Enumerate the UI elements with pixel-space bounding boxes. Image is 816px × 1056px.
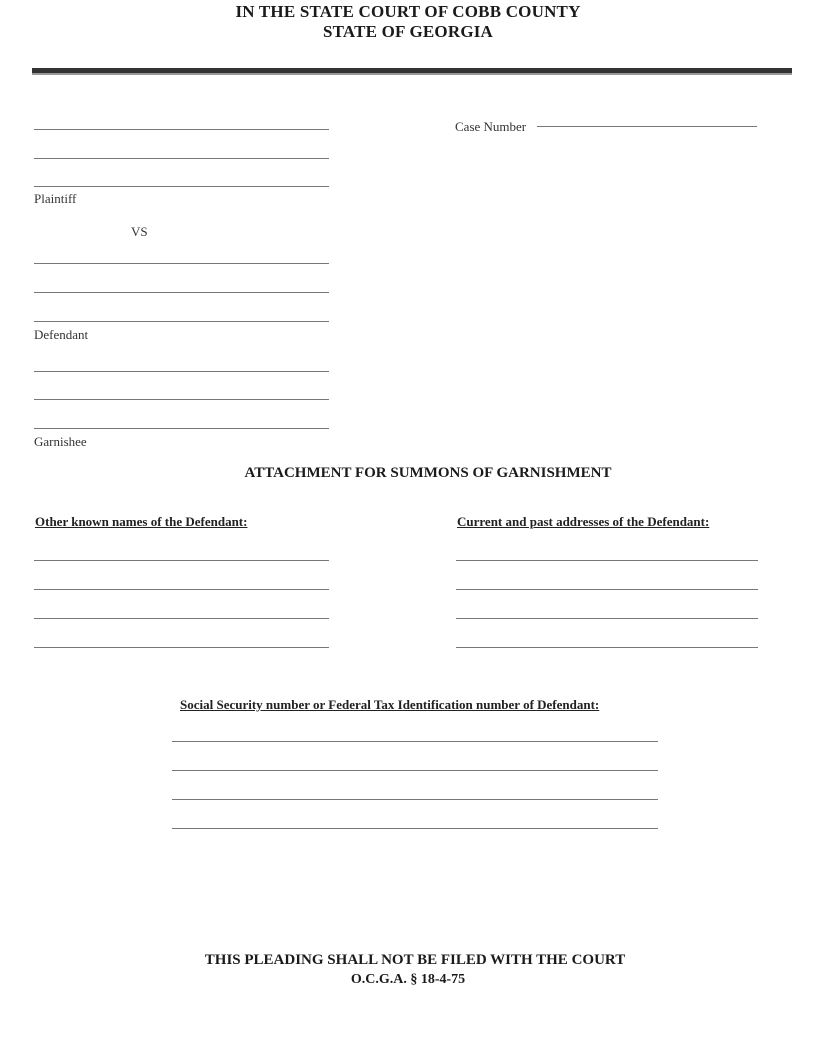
defendant-line-2[interactable] <box>34 292 329 293</box>
other-name-line-3[interactable] <box>34 618 329 619</box>
footer-statute: O.C.G.A. § 18-4-75 <box>350 972 466 987</box>
defendant-line-3[interactable] <box>34 321 329 322</box>
form-title: ATTACHMENT FOR SUMMONS OF GARNISHMENT <box>244 465 612 481</box>
vs-label: VS <box>131 224 148 239</box>
ssn-heading: Social Security number or Federal Tax Identification number of Defendant: <box>180 697 600 712</box>
ssn-line-2[interactable] <box>172 770 658 771</box>
plaintiff-line-1[interactable] <box>34 129 329 130</box>
address-line-1[interactable] <box>456 560 758 561</box>
garnishee-line-3[interactable] <box>34 428 329 429</box>
case-number-label: Case Number <box>455 119 527 134</box>
header-divider <box>32 68 792 75</box>
other-names-heading: Other known names of the Defendant: <box>35 514 248 529</box>
garnishee-line-2[interactable] <box>34 399 329 400</box>
plaintiff-line-2[interactable] <box>34 158 329 159</box>
garnishee-label: Garnishee <box>34 434 87 449</box>
other-name-line-2[interactable] <box>34 589 329 590</box>
ssn-line-4[interactable] <box>172 828 658 829</box>
ssn-line-3[interactable] <box>172 799 658 800</box>
other-name-line-1[interactable] <box>34 560 329 561</box>
other-name-line-4[interactable] <box>34 647 329 648</box>
defendant-line-1[interactable] <box>34 263 329 264</box>
court-name: IN THE STATE COURT OF COBB COUNTY <box>235 2 581 21</box>
plaintiff-line-3[interactable] <box>34 186 329 187</box>
plaintiff-label: Plaintiff <box>34 191 77 206</box>
address-line-3[interactable] <box>456 618 758 619</box>
court-state: STATE OF GEORGIA <box>322 22 494 41</box>
footer-notice: THIS PLEADING SHALL NOT BE FILED WITH THE COURT <box>204 952 626 968</box>
garnishee-line-1[interactable] <box>34 371 329 372</box>
address-line-4[interactable] <box>456 647 758 648</box>
case-number-field[interactable] <box>537 126 757 127</box>
defendant-label: Defendant <box>34 327 89 342</box>
ssn-line-1[interactable] <box>172 741 658 742</box>
address-line-2[interactable] <box>456 589 758 590</box>
addresses-heading: Current and past addresses of the Defendant: <box>457 514 710 529</box>
